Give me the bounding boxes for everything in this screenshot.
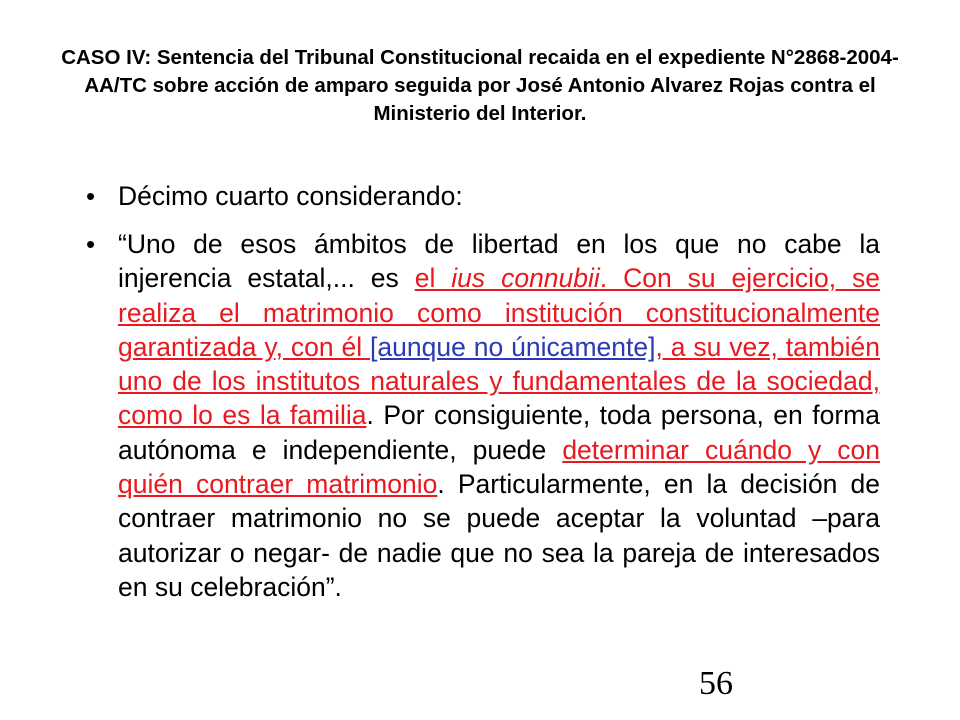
bullet-text: Décimo cuarto considerando: <box>118 181 463 211</box>
underlined-bracket-note: [aunque no únicamente] <box>370 331 656 362</box>
underlined-latin-term: ius connubii <box>451 263 600 294</box>
bullet-icon: • <box>86 229 96 259</box>
bullet-item <box>80 179 880 213</box>
underlined-phrase: , a su vez, también uno de los institutos naturales y fundamentales de la sociedad, como lo es la familia <box>118 331 880 431</box>
underlined-phrase: determinar cuándo y con quién contraer matrimonio <box>118 434 880 500</box>
slide-title: CASO IV: Sentencia del Tribunal Constitucional recaida en el expediente N°2868-2004-AA/TC sobre acción de amparo seguida por José Antonio Alvarez Rojas contra el Ministerio del Interior. <box>61 46 899 125</box>
page-number: 56 <box>699 665 733 702</box>
underlined-phrase: . Con su ejercicio, se realiza el matrimonio como institución constitucionalmente garantizada y, con él <box>118 263 881 362</box>
bullet-icon: • <box>86 181 96 211</box>
bullet-item <box>80 227 880 604</box>
quote-text: . Por consiguiente, toda persona, en forma autónoma e independiente, puede <box>118 400 880 465</box>
quote-paragraph <box>118 227 880 604</box>
quote-text: “Uno de esos ámbitos de libertad en los que no cabe la injerencia estatal,... es <box>118 229 880 294</box>
underlined-phrase: el <box>414 263 452 294</box>
quote-text: . Particularmente, en la decisión de contraer matrimonio no se puede aceptar la voluntad –para autorizar o negar- de nadie que no sea la pareja de interesados en su celebración”. <box>118 469 881 602</box>
